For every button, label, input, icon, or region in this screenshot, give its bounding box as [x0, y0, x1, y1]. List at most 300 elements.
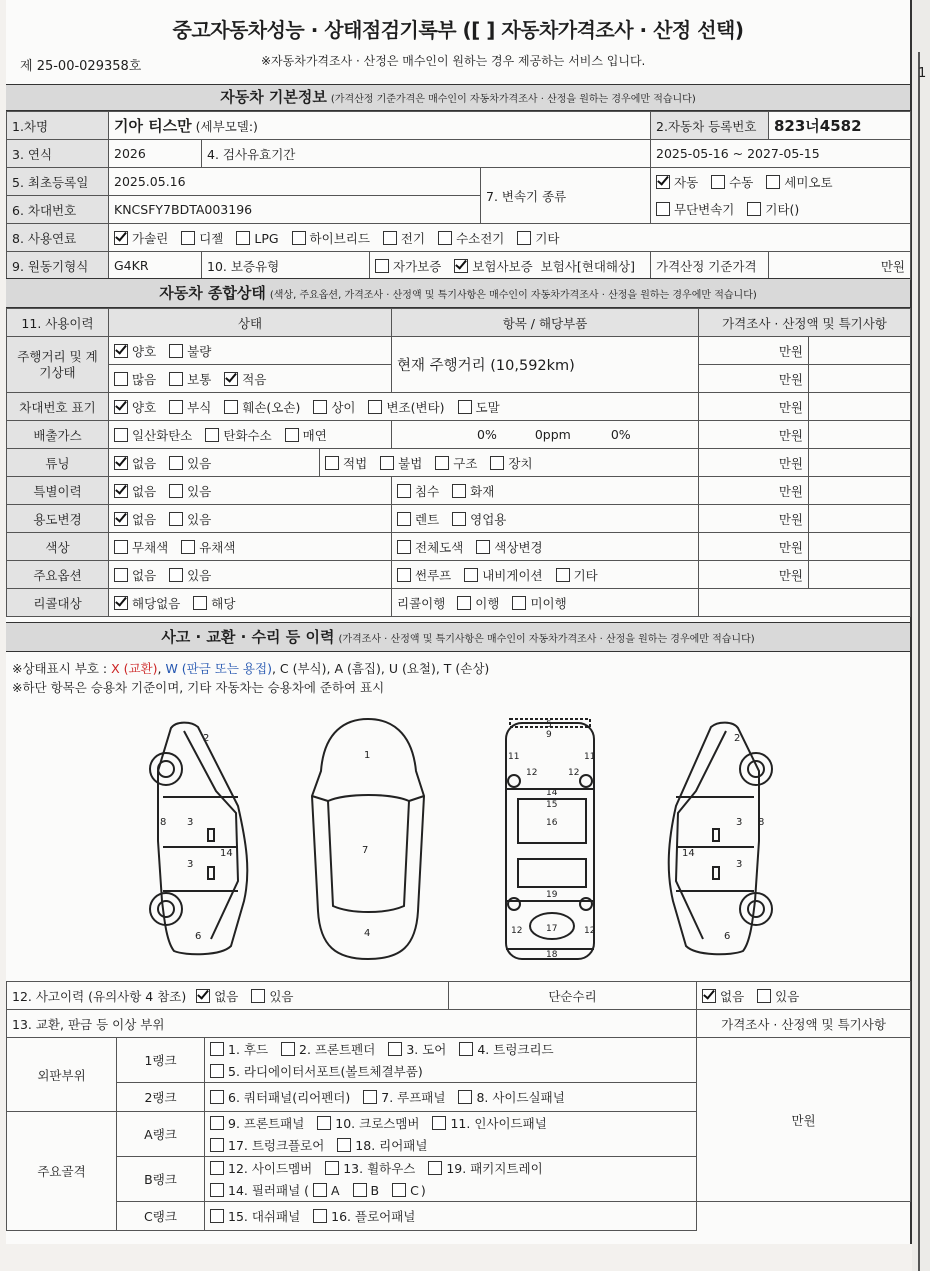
fuel-hydrogen[interactable]: [438, 229, 504, 247]
accident-none[interactable]: [196, 987, 238, 1005]
state-header: 상태: [109, 309, 392, 337]
base-price-label: 가격산정 기준가격: [651, 252, 769, 280]
option-label: 4. 트렁크리드: [477, 1042, 554, 1057]
vin-note: [809, 393, 911, 421]
transmission-semi-auto[interactable]: [766, 173, 832, 191]
transmission-other[interactable]: [747, 200, 799, 218]
model-year-value: 2026: [109, 140, 202, 168]
checkbox[interactable]: [181, 231, 195, 245]
checkbox[interactable]: [363, 1090, 377, 1104]
part-cross-member[interactable]: [317, 1114, 419, 1132]
rank1-label: 1랭크: [117, 1038, 205, 1083]
checkbox[interactable]: [193, 596, 207, 610]
option-label: 2. 프론트펜더: [299, 1042, 376, 1057]
symbol-legend: [12, 659, 489, 677]
checkbox[interactable]: [766, 175, 780, 189]
svg-text:7: 7: [362, 845, 369, 856]
color-sub: [392, 533, 699, 561]
part-rear-panel[interactable]: [337, 1136, 427, 1154]
top-view: [312, 719, 424, 959]
svg-text:4: 4: [364, 928, 371, 939]
tuning-structure[interactable]: [435, 454, 477, 472]
checkbox-checked[interactable]: [114, 456, 128, 470]
svg-text:6: 6: [195, 931, 202, 942]
checkbox[interactable]: [169, 568, 183, 582]
checkbox[interactable]: [210, 1090, 224, 1104]
checkbox[interactable]: [464, 568, 478, 582]
checkbox[interactable]: [181, 540, 195, 554]
color-achromatic[interactable]: [114, 538, 168, 556]
option-label: 부식: [187, 399, 212, 415]
option-label: 유채색: [199, 539, 236, 555]
checkbox[interactable]: [210, 1064, 224, 1078]
checkbox-checked[interactable]: [114, 231, 128, 245]
part-roof-panel[interactable]: [363, 1088, 445, 1106]
checkbox[interactable]: [325, 456, 339, 470]
checkbox-checked[interactable]: [702, 989, 716, 1003]
option-label: 13. 휠하우스: [343, 1161, 416, 1176]
options-yes[interactable]: [169, 566, 211, 584]
option-label: 있음: [187, 567, 212, 583]
tuning-none[interactable]: [114, 454, 156, 472]
part-package-tray[interactable]: [428, 1159, 542, 1177]
vin-smeared[interactable]: [458, 398, 500, 416]
checkbox[interactable]: [313, 400, 327, 414]
color-options: [109, 533, 392, 561]
warranty-insurer[interactable]: [454, 257, 532, 275]
use-price: 만원: [699, 505, 809, 533]
option-label: 없음: [132, 567, 157, 583]
checkbox[interactable]: [325, 1161, 339, 1175]
vin-corroded[interactable]: [169, 398, 211, 416]
checkbox[interactable]: [392, 1183, 406, 1197]
rank2-label: 2랭크: [117, 1083, 205, 1112]
accident-yes[interactable]: [251, 987, 293, 1005]
special-fire[interactable]: [452, 482, 494, 500]
emission-hc[interactable]: [205, 426, 271, 444]
transmission-cvt[interactable]: [656, 200, 734, 218]
special-note: [809, 477, 911, 505]
svg-text:17: 17: [546, 924, 558, 934]
rankA-label: A랭크: [117, 1112, 205, 1157]
svg-text:8: 8: [758, 817, 765, 828]
option-other[interactable]: [556, 566, 598, 584]
base-price-value: 만원: [769, 252, 911, 280]
option-label: LPG: [254, 230, 279, 246]
svg-text:14: 14: [682, 848, 695, 859]
checkbox[interactable]: [281, 1042, 295, 1056]
part-wheel-house[interactable]: [325, 1159, 415, 1177]
vin-value: KNCSFY7BDTA003196: [109, 196, 481, 224]
rankA-row1: [205, 1112, 697, 1135]
vin-good[interactable]: [114, 398, 156, 416]
checkbox[interactable]: [210, 1116, 224, 1130]
checkbox[interactable]: [114, 372, 128, 386]
option-label: 6. 쿼터패널(리어펜더): [228, 1090, 351, 1105]
checkbox[interactable]: [435, 456, 449, 470]
checkbox[interactable]: [210, 1183, 224, 1197]
svg-text:11: 11: [508, 752, 520, 762]
checkbox[interactable]: [285, 428, 299, 442]
option-label: 기타: [573, 567, 598, 583]
use-note: [809, 505, 911, 533]
use-rent[interactable]: [397, 510, 439, 528]
option-label: 매연: [302, 427, 327, 443]
rankC-row: [205, 1202, 697, 1231]
checkbox[interactable]: [210, 1209, 224, 1223]
option-label: 색상변경: [494, 539, 543, 555]
color-full-repaint[interactable]: [397, 538, 463, 556]
checkbox[interactable]: [169, 344, 183, 358]
pillar-b[interactable]: [353, 1183, 380, 1198]
recall-not-applicable[interactable]: [114, 594, 180, 612]
color-chromatic[interactable]: [181, 538, 235, 556]
checkbox[interactable]: [458, 1090, 472, 1104]
part-dash-panel[interactable]: [210, 1207, 300, 1225]
transmission-label: 7. 변속기 종류: [481, 168, 651, 224]
simple-repair-label: 단순수리: [449, 982, 697, 1010]
rankB-label: B랭크: [117, 1157, 205, 1202]
part-front-fender[interactable]: [281, 1040, 375, 1058]
checkbox[interactable]: [251, 989, 265, 1003]
checkbox[interactable]: [459, 1042, 473, 1056]
checkbox[interactable]: [114, 428, 128, 442]
tuning-yes[interactable]: [169, 454, 211, 472]
adjacent-page-edge: [918, 52, 920, 1271]
checkbox[interactable]: [224, 400, 238, 414]
color-change[interactable]: [476, 538, 542, 556]
mileage-price-2: 만원: [699, 365, 809, 393]
checkbox[interactable]: [452, 512, 466, 526]
option-label: 16. 플로어패널: [331, 1209, 416, 1224]
special-none[interactable]: [114, 482, 156, 500]
tuning-sub-options: [320, 449, 699, 477]
legend-prefix: ※상태표시 부호 :: [12, 661, 112, 676]
part-quarter-panel[interactable]: [210, 1088, 350, 1106]
checkbox[interactable]: [169, 456, 183, 470]
checkbox-checked[interactable]: [114, 484, 128, 498]
emission-hc-value: 0ppm: [534, 427, 571, 442]
checkbox[interactable]: [114, 540, 128, 554]
option-label: 3. 도어: [406, 1042, 447, 1057]
mileage-low[interactable]: [224, 370, 266, 388]
tuning-illegal[interactable]: [380, 454, 422, 472]
checkbox[interactable]: [353, 1183, 367, 1197]
checkbox[interactable]: [476, 540, 490, 554]
option-label: 구조: [453, 455, 478, 471]
checkbox[interactable]: [452, 484, 466, 498]
main-options-sub: [392, 561, 699, 589]
checkbox[interactable]: [169, 484, 183, 498]
svg-text:11: 11: [584, 752, 596, 762]
model-year-label: 3. 연식: [7, 140, 109, 168]
recall-done[interactable]: [457, 594, 499, 612]
simple-repair-yes[interactable]: [757, 987, 799, 1005]
options-none[interactable]: [114, 566, 156, 584]
frame-view: [506, 719, 595, 960]
option-label: 있음: [269, 988, 294, 1004]
emission-smoke[interactable]: [285, 426, 327, 444]
svg-text:19: 19: [546, 890, 558, 900]
emission-co[interactable]: [114, 426, 192, 444]
option-label: 전체도색: [415, 539, 464, 555]
svg-text:3: 3: [736, 817, 743, 828]
vin-label: 6. 차대번호: [7, 196, 109, 224]
part-side-member[interactable]: [210, 1159, 312, 1177]
svg-text:1: 1: [364, 750, 371, 761]
checkbox[interactable]: [388, 1042, 402, 1056]
rankA-row2: [205, 1134, 697, 1157]
tuning-note: [809, 449, 911, 477]
fuel-diesel[interactable]: [181, 229, 223, 247]
checkbox[interactable]: [747, 202, 761, 216]
use-none[interactable]: [114, 510, 156, 528]
part-side-sill[interactable]: [458, 1088, 564, 1106]
option-label: 수동: [729, 174, 754, 190]
checkbox[interactable]: [114, 568, 128, 582]
pillar-a[interactable]: [313, 1183, 340, 1198]
checkbox-checked[interactable]: [114, 400, 128, 414]
option-label: 화재: [470, 483, 495, 499]
fuel-hybrid[interactable]: [292, 229, 370, 247]
special-price: 만원: [699, 477, 809, 505]
tuning-legal[interactable]: [325, 454, 367, 472]
option-label: 5. 라디에이터서포트(볼트체결부품): [228, 1064, 423, 1079]
checkbox[interactable]: [380, 456, 394, 470]
warranty-self[interactable]: [375, 257, 441, 275]
tuning-device[interactable]: [490, 454, 532, 472]
option-label: 11. 인사이드패널: [450, 1116, 547, 1131]
vin-mark-label: 차대번호 표기: [7, 393, 109, 421]
checkbox[interactable]: [169, 372, 183, 386]
checkbox[interactable]: [397, 568, 411, 582]
option-label: 침수: [415, 483, 440, 499]
fuel-gasoline[interactable]: [114, 229, 168, 247]
checkbox-checked[interactable]: [114, 344, 128, 358]
checkbox[interactable]: [656, 202, 670, 216]
checkbox[interactable]: [517, 231, 531, 245]
svg-text:16: 16: [546, 818, 558, 828]
checkbox[interactable]: [438, 231, 452, 245]
option-label: 없음: [132, 511, 157, 527]
vin-damaged[interactable]: [224, 398, 300, 416]
option-navigation[interactable]: [464, 566, 542, 584]
special-flood[interactable]: [397, 482, 439, 500]
part-inside-panel[interactable]: [432, 1114, 546, 1132]
part-trunk-lid[interactable]: [459, 1040, 553, 1058]
status-title: 자동차 종합상태: [159, 284, 266, 302]
option-label: C: [410, 1183, 419, 1198]
checkbox[interactable]: [317, 1116, 331, 1130]
mileage-normal[interactable]: [169, 370, 211, 388]
vin-mark-options: [109, 393, 699, 421]
option-label: 탄화수소: [223, 427, 272, 443]
checkbox-checked[interactable]: [224, 372, 238, 386]
checkbox[interactable]: [169, 512, 183, 526]
checkbox-checked[interactable]: [114, 596, 128, 610]
checkbox[interactable]: [368, 400, 382, 414]
registration-value: 823너4582: [769, 112, 911, 140]
accident-table: [6, 981, 911, 1231]
part-front-panel[interactable]: [210, 1114, 304, 1132]
transmission-options-row2: [651, 196, 911, 224]
option-label: 적법: [343, 455, 368, 471]
part-door[interactable]: [388, 1040, 446, 1058]
checkbox-checked[interactable]: [196, 989, 210, 1003]
checkbox[interactable]: [205, 428, 219, 442]
accident-history-label: 12. 사고이력 (유의사항 4 참조): [12, 988, 187, 1004]
status-table: [6, 308, 911, 617]
checkbox[interactable]: [432, 1116, 446, 1130]
option-label: 없음: [132, 483, 157, 499]
status-header: [6, 278, 910, 308]
first-registration-label: 5. 최초등록일: [7, 168, 109, 196]
recall-label: 리콜대상: [7, 589, 109, 617]
transmission-manual[interactable]: [711, 173, 753, 191]
fuel-other[interactable]: [517, 229, 559, 247]
status-note: (색상, 주요옵션, 가격조사 · 산정액 및 특기사항은 매수인이 자동차가격조사 · 산정을 원하는 경우에만 적습니다): [269, 290, 757, 301]
checkbox[interactable]: [210, 1042, 224, 1056]
checkbox[interactable]: [397, 540, 411, 554]
option-label: 양호: [132, 343, 157, 359]
vin-different[interactable]: [313, 398, 355, 416]
option-label: 기타: [535, 230, 560, 246]
rank2-row: [205, 1083, 697, 1112]
car-name-cell: [109, 112, 651, 140]
checkbox[interactable]: [313, 1183, 327, 1197]
use-commercial[interactable]: [452, 510, 506, 528]
emission-co-value: 0%: [477, 427, 497, 442]
svg-text:3: 3: [187, 817, 194, 828]
color-note: [809, 533, 911, 561]
checkbox[interactable]: [292, 231, 306, 245]
checkbox[interactable]: [236, 231, 250, 245]
part-hood[interactable]: [210, 1040, 268, 1058]
checkbox[interactable]: [428, 1161, 442, 1175]
svg-text:12: 12: [526, 768, 538, 778]
basic-info-table: [6, 111, 911, 280]
svg-text:12: 12: [584, 926, 596, 936]
option-label: 10. 크로스멤버: [335, 1116, 420, 1131]
checkbox[interactable]: [313, 1209, 327, 1223]
basic-info-header: [6, 84, 910, 111]
basic-info-title: 자동차 기본정보: [220, 88, 327, 106]
option-sunroof[interactable]: [397, 566, 451, 584]
simple-repair-none[interactable]: [702, 987, 744, 1005]
option-label: 디젤: [199, 230, 224, 246]
mileage-note-2: [809, 365, 911, 393]
recall-applicable[interactable]: [193, 594, 235, 612]
car-name-value: 기아 티스만: [114, 117, 192, 135]
part-trunk-floor[interactable]: [210, 1136, 324, 1154]
checkbox[interactable]: [397, 512, 411, 526]
mileage-bad[interactable]: [169, 342, 211, 360]
checkbox[interactable]: [556, 568, 570, 582]
option-label: 7. 루프패널: [381, 1090, 446, 1105]
pillar-c[interactable]: [392, 1183, 419, 1198]
checkbox[interactable]: [210, 1138, 224, 1152]
checkbox[interactable]: [512, 596, 526, 610]
checkbox[interactable]: [458, 400, 472, 414]
legend-rest: , C (부식), A (흠집), U (요철), T (손상): [271, 661, 490, 676]
transmission-options-row1: [651, 168, 911, 196]
option-label: 훼손(오손): [242, 399, 301, 415]
option-label: 1. 후드: [228, 1042, 269, 1057]
mileage-good[interactable]: [114, 342, 156, 360]
checkbox[interactable]: [457, 596, 471, 610]
svg-text:3: 3: [187, 859, 194, 870]
special-yes[interactable]: [169, 482, 211, 500]
outer-panel-label: 외판부위: [7, 1038, 117, 1112]
checkbox[interactable]: [383, 231, 397, 245]
transmission-auto[interactable]: [656, 173, 698, 191]
checkbox[interactable]: [711, 175, 725, 189]
recall-not-done[interactable]: [512, 594, 566, 612]
fuel-electric[interactable]: [383, 229, 425, 247]
option-label: 수소전기: [456, 230, 505, 246]
special-history-options: [109, 477, 392, 505]
car-outline-svg: [6, 701, 910, 979]
fuel-lpg[interactable]: [236, 231, 278, 246]
vin-altered[interactable]: [368, 398, 444, 416]
checkbox-checked[interactable]: [114, 512, 128, 526]
emission-note: [809, 421, 911, 449]
checkbox[interactable]: [210, 1161, 224, 1175]
accident-history-cell: [7, 982, 449, 1010]
checkbox[interactable]: [337, 1138, 351, 1152]
checkbox[interactable]: [757, 989, 771, 1003]
checkbox[interactable]: [397, 484, 411, 498]
option-label: 8. 사이드실패널: [476, 1090, 565, 1105]
checkbox[interactable]: [169, 400, 183, 414]
option-label: 하이브리드: [309, 230, 370, 246]
svg-text:8: 8: [160, 817, 167, 828]
option-label: 렌트: [415, 511, 440, 527]
mileage-high[interactable]: [114, 370, 156, 388]
checkbox-checked[interactable]: [454, 259, 468, 273]
rankB-row1: [205, 1157, 697, 1180]
mileage-reading: 현재 주행거리 (10,592km): [392, 337, 699, 393]
adjacent-page-strip: [912, 0, 930, 1271]
svg-text:2: 2: [734, 733, 741, 744]
engine-type-value: G4KR: [109, 252, 202, 280]
checkbox-checked[interactable]: [656, 175, 670, 189]
emission-price: 만원: [699, 421, 809, 449]
fuel-label: 8. 사용연료: [7, 224, 109, 252]
option-label: 있음: [187, 455, 212, 471]
special-history-label: 특별이력: [7, 477, 109, 505]
parts-price-value: 만원: [791, 1112, 816, 1128]
rank1-row1: [205, 1038, 697, 1061]
vin-price: 만원: [699, 393, 809, 421]
option-label: 불법: [398, 455, 423, 471]
option-label: 15. 대쉬패널: [228, 1209, 301, 1224]
option-label: 이행: [475, 595, 500, 611]
part-floor-panel[interactable]: [313, 1207, 415, 1225]
option-label: A: [331, 1183, 340, 1198]
main-frame-label: 주요골격: [7, 1112, 117, 1231]
use-yes[interactable]: [169, 510, 211, 528]
option-label: 기타(): [765, 202, 800, 218]
option-label: 무채색: [132, 539, 169, 555]
checkbox[interactable]: [375, 259, 389, 273]
rankC-label: C랭크: [117, 1202, 205, 1231]
emission-options: [109, 421, 392, 449]
part-radiator-support[interactable]: [210, 1062, 423, 1080]
recall-note: [699, 589, 911, 617]
checkbox[interactable]: [490, 456, 504, 470]
option-label: 전기: [400, 230, 426, 246]
